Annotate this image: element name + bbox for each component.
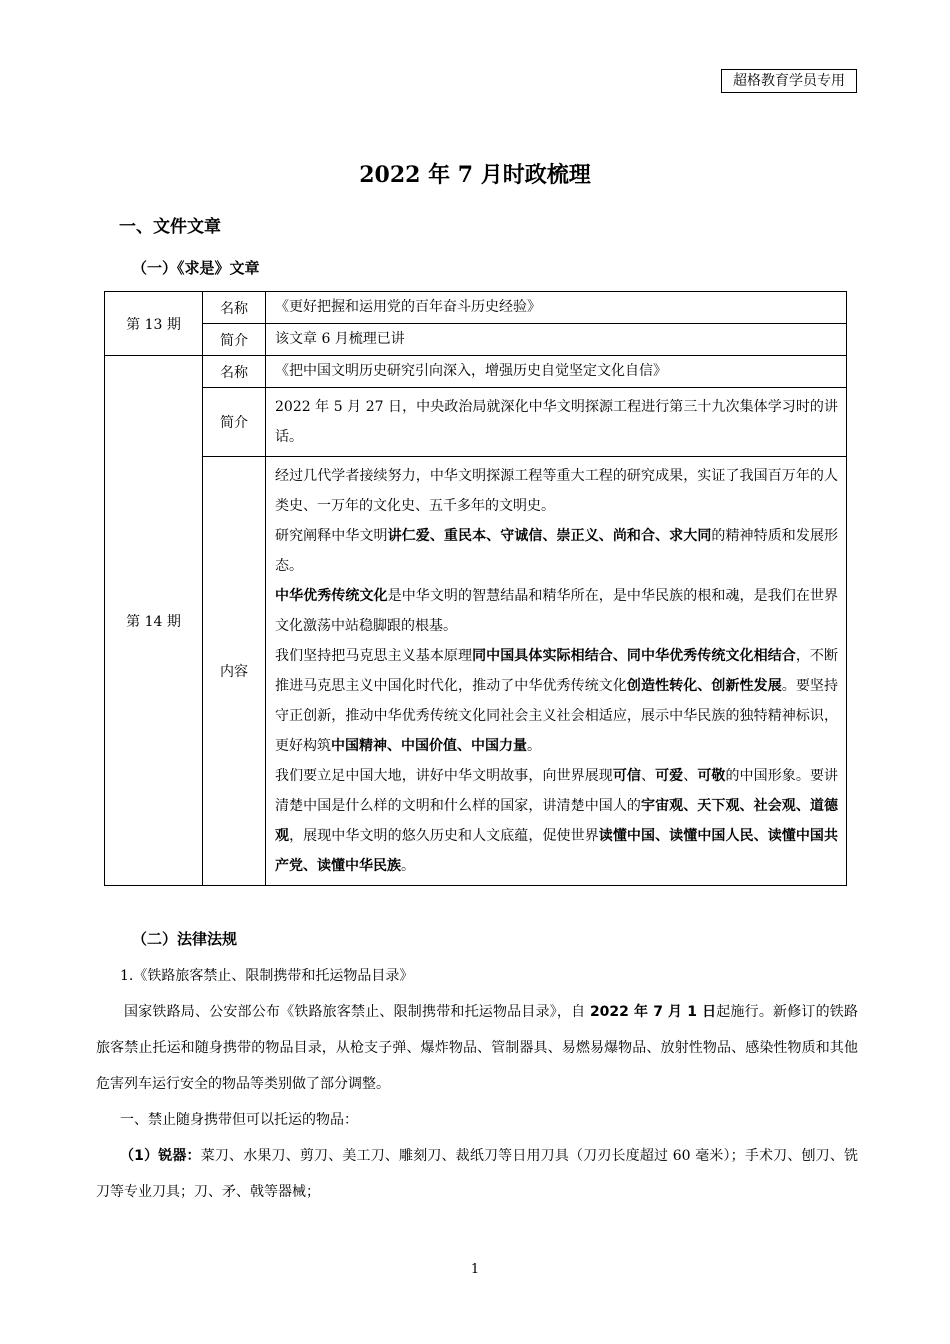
item-sharp-objects: （1）锐器：菜刀、水果刀、剪刀、美工刀、雕刻刀、裁纸刀等日用刀具（刀刃长度超过 60 毫米）；手术刀、刨刀、铣刀等专业刀具；刀、矛、戟等器械；	[96, 1148, 858, 1200]
subsection-heading-qiushi: （一）《求是》文章	[132, 259, 260, 277]
content-paragraph-3: 中华优秀传统文化是中华文明的智慧结晶和精华所在，是中华民族的根和魂，是我们在世界文化激荡中站稳脚跟的根基。	[275, 588, 839, 634]
content-paragraph-4: 我们坚持把马克思主义基本原理同中国具体实际相结合、同中华优秀传统文化相结合，不断推进马克思主义中国化时代化，推动了中华优秀传统文化创造性转化、创新性发展。要坚持守正创新，推动中华优秀传统文化同社会主义社会相适应，展示中华民族的独特精神标识，更好构筑中国精神、中国价值、中国力量。	[275, 648, 839, 754]
table-row	[105, 292, 847, 324]
watermark-label: 超格教育学员专用	[721, 69, 857, 93]
page-title: 2022 年 7 月时政梳理	[359, 162, 591, 188]
table-row	[105, 457, 847, 886]
page-number: 1	[470, 1262, 480, 1277]
law-heading: 1.《铁路旅客禁止、限制携带和托运物品目录》	[120, 968, 414, 984]
table-row	[105, 356, 847, 388]
issue-13-label: 第 13 期	[105, 292, 203, 356]
content-paragraph-1: 经过几代学者接续努力，中华文明探源工程等重大工程的研究成果，实证了我国百万年的人类史、一万年的文化史、五千多年的文明史。	[275, 468, 838, 514]
intro-label: 简介	[203, 388, 266, 457]
intro-label: 简介	[203, 324, 266, 356]
item-heading: 一、禁止随身携带但可以托运的物品：	[120, 1112, 358, 1128]
content-paragraph-5: 我们要立足中国大地，讲好中华文明故事，向世界展现可信、可爱、可敬的中国形象。要讲清楚中国是什么样的文明和什么样的国家，讲清楚中国人的宇宙观、天下观、社会观、道德观，展现中华文明的悠久历史和人文底蕴，促使世界读懂中国、读懂中国人民、读懂中国共产党、读懂中华民族。	[275, 768, 839, 874]
table-row	[105, 324, 847, 356]
table-row	[105, 388, 847, 457]
issue-14-intro: 2022 年 5 月 27 日，中央政治局就深化中华文明探源工程进行第三十九次集体学习时的讲话。	[266, 388, 847, 457]
section-heading-documents: 一、文件文章	[119, 217, 221, 237]
content-label: 内容	[203, 457, 266, 886]
subsection-heading-laws: （二）法律法规	[132, 930, 238, 948]
content-paragraph-2: 研究阐释中华文明讲仁爱、重民本、守诚信、崇正义、尚和合、求大同的精神特质和发展形态。	[275, 528, 839, 574]
issue-13-article-name: 《更好把握和运用党的百年奋斗历史经验》	[266, 292, 847, 324]
name-label: 名称	[203, 356, 266, 388]
issue-14-content	[266, 457, 847, 886]
name-label: 名称	[203, 292, 266, 324]
issue-14-article-name: 《把中国文明历史研究引向深入，增强历史自觉坚定文化自信》	[266, 356, 847, 388]
issue-14-label: 第 14 期	[105, 356, 203, 886]
law-paragraph: 国家铁路局、公安部公布《铁路旅客禁止、限制携带和托运物品目录》，自 2022 年 7 月 1 日起施行。新修订的铁路旅客禁止托运和随身携带的物品目录，从枪支子弹、爆炸物品、管制器具、易燃易爆物品、放射性物品、感染性物质和其他危害列车运行安全的物品等类别做了部分调整。	[96, 1004, 858, 1092]
qiushi-articles-table	[104, 291, 847, 886]
issue-13-intro: 该文章 6 月梳理已讲	[266, 324, 847, 356]
